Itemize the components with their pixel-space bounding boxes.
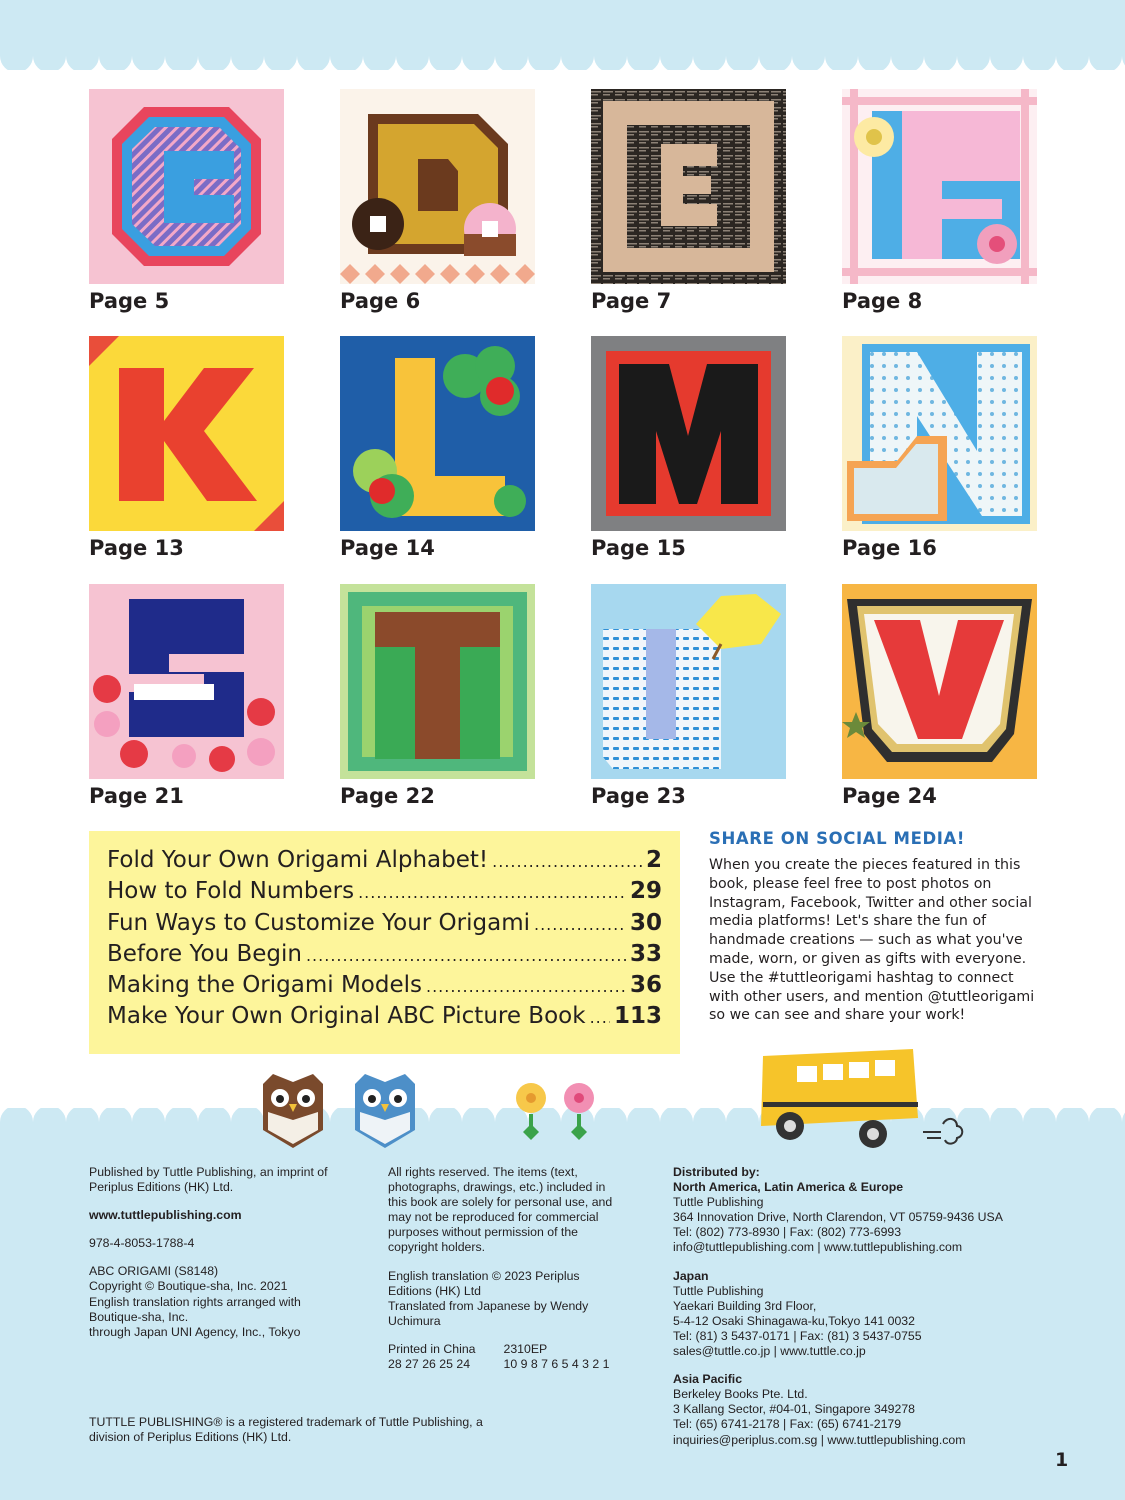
print-years: 28 27 26 25 24 xyxy=(388,1357,471,1372)
toc-entry[interactable] xyxy=(107,1003,662,1034)
translation-copyright: English translation © 2023 Periplus Editions (HK) Ltd xyxy=(388,1268,580,1298)
share-heading: SHARE ON SOCIAL MEDIA! xyxy=(709,829,965,848)
address-line: Tuttle Publishing xyxy=(673,1283,764,1298)
page-label: Page 7 xyxy=(591,289,672,313)
page-label: Page 15 xyxy=(591,536,686,560)
address-line: Tel: (802) 773-8930 | Fax: (802) 773-6993 xyxy=(673,1225,902,1240)
letter-l-tile xyxy=(340,336,535,531)
address-line: Tel: (65) 6741-2178 | Fax: (65) 6741-2179 xyxy=(673,1417,902,1432)
contact-line[interactable]: info@tuttlepublishing.com | www.tuttlepublishing.com xyxy=(673,1240,963,1255)
address-line: Yaekari Building 3rd Floor, xyxy=(673,1298,817,1313)
copyright: Copyright © Boutique-sha, Inc. 2021 xyxy=(89,1279,288,1294)
toc-title: Before You Begin xyxy=(107,940,302,967)
address-line: 5-4-12 Osaki Shinagawa-ku,Tokyo 141 0032 xyxy=(673,1313,915,1328)
letter-c-tile xyxy=(89,89,284,284)
imprint-column-1 xyxy=(89,1165,329,1340)
brown-owl-icon xyxy=(258,1072,328,1150)
flowers-icon xyxy=(509,1082,604,1142)
toc-leader-dots xyxy=(492,852,642,871)
print-code: 2310EP xyxy=(503,1341,548,1356)
address-line: Tel: (81) 3 5437-0171 | Fax: (81) 3 5437-0755 xyxy=(673,1328,922,1343)
page-number: 1 xyxy=(1055,1449,1069,1471)
page-label: Page 13 xyxy=(89,536,184,560)
toc-entry[interactable] xyxy=(107,972,662,1003)
toc-title: Make Your Own Original ABC Picture Book xyxy=(107,1003,586,1030)
trademark-notice: TUTTLE PUBLISHING® is a registered trademark of Tuttle Publishing, a division of Periplus Editions (HK) Ltd. xyxy=(89,1415,483,1445)
region-heading-japan: Japan xyxy=(673,1268,709,1283)
toc-page-number: 2 xyxy=(645,847,662,873)
toc-leader-dots xyxy=(358,883,626,902)
letter-s-tile xyxy=(89,584,284,779)
blue-owl-icon xyxy=(350,1072,420,1150)
distribution-column xyxy=(673,1165,1033,1448)
letter-v-tile xyxy=(842,584,1037,779)
print-run: 10 9 8 7 6 5 4 3 2 1 xyxy=(503,1357,610,1372)
toc-leader-dots xyxy=(426,977,626,996)
toc-entry[interactable] xyxy=(107,941,662,972)
print-info xyxy=(388,1342,623,1372)
page-label: Page 23 xyxy=(591,784,686,808)
page-label: Page 21 xyxy=(89,784,184,808)
school-bus-icon xyxy=(755,1046,967,1150)
address-line: Tuttle Publishing xyxy=(673,1195,764,1210)
toc-page-number: 113 xyxy=(613,1003,662,1030)
toc-title: Fold Your Own Origami Alphabet! xyxy=(107,847,489,873)
toc-title: Making the Origami Models xyxy=(107,972,422,999)
top-scalloped-band xyxy=(0,0,1125,70)
page-label: Page 24 xyxy=(842,784,937,808)
toc-page-number: 36 xyxy=(629,972,662,999)
contact-line[interactable]: sales@tuttle.co.jp | www.tuttle.co.jp xyxy=(673,1344,866,1359)
region-heading-asia-pacific: Asia Pacific xyxy=(673,1372,743,1387)
toc-leader-dots xyxy=(306,946,626,965)
letter-f-tile xyxy=(842,89,1037,284)
toc-entry[interactable] xyxy=(107,847,662,878)
page-label: Page 22 xyxy=(340,784,435,808)
toc-page-number: 33 xyxy=(629,940,662,967)
toc-entry[interactable] xyxy=(107,878,662,909)
toc-title: How to Fold Numbers xyxy=(107,878,355,905)
translation-rights: English translation rights arranged with Boutique-sha, Inc. xyxy=(89,1294,301,1324)
distributed-by-heading: Distributed by: xyxy=(673,1165,760,1179)
contact-line[interactable]: inquiries@periplus.com.sg | www.tuttlepublishing.com xyxy=(673,1432,966,1447)
letter-u-tile xyxy=(591,584,786,779)
share-body-text: When you create the pieces featured in this book, please feel free to post photos on Instagram, Facebook, Twitter and other social media platforms! Let's share the fun of handmade creations — such as what you've made, worn, or given as gifts with everyone. Use the #tuttleorigami hashtag to connect with other users, and mention @tuttleorigami so we can see and share your work! xyxy=(709,857,1035,1024)
toc-entry[interactable] xyxy=(107,910,662,941)
address-line: Berkeley Books Pte. Ltd. xyxy=(673,1387,808,1402)
title-code: ABC ORIGAMI (S8148) xyxy=(89,1264,219,1279)
toc-title: Fun Ways to Customize Your Origami xyxy=(107,909,530,936)
page-label: Page 16 xyxy=(842,536,937,560)
letter-d-tile xyxy=(340,89,535,284)
address-line: 364 Innovation Drive, North Clarendon, VT 05759-9436 USA xyxy=(673,1210,1003,1225)
page-label: Page 5 xyxy=(89,289,170,313)
letter-m-tile xyxy=(591,336,786,531)
toc-leader-dots xyxy=(590,1008,610,1027)
translated-by: Translated from Japanese by Wendy Uchimura xyxy=(388,1298,589,1328)
isbn: 978-4-8053-1788-4 xyxy=(89,1236,195,1251)
letter-n-tile xyxy=(842,336,1037,531)
toc-leader-dots xyxy=(534,915,626,934)
address-line: 3 Kallang Sector, #04-01, Singapore 349278 xyxy=(673,1402,916,1417)
letter-t-tile xyxy=(340,584,535,779)
letter-k-tile xyxy=(89,336,284,531)
website-link[interactable]: www.tuttlepublishing.com xyxy=(89,1208,242,1223)
published-by: Published by Tuttle Publishing, an imprint of Periplus Editions (HK) Ltd. xyxy=(89,1165,328,1195)
toc-page-number: 30 xyxy=(629,909,662,936)
page-label: Page 8 xyxy=(842,289,923,313)
printed-in: Printed in China xyxy=(388,1341,476,1356)
imprint-column-2 xyxy=(388,1165,623,1372)
region-heading-na: North America, Latin America & Europe xyxy=(673,1180,904,1195)
page-label: Page 6 xyxy=(340,289,421,313)
letter-e-tile xyxy=(591,89,786,284)
page-label: Page 14 xyxy=(340,536,435,560)
toc-page-number: 29 xyxy=(629,878,662,905)
all-rights-reserved: All rights reserved. The items (text, photographs, drawings, etc.) included in this book are solely for personal use, and may not be reproduced for commercial purposes without permission of the copyright holders. xyxy=(388,1165,613,1255)
agency: through Japan UNI Agency, Inc., Tokyo xyxy=(89,1324,301,1339)
table-of-contents xyxy=(89,831,680,1054)
